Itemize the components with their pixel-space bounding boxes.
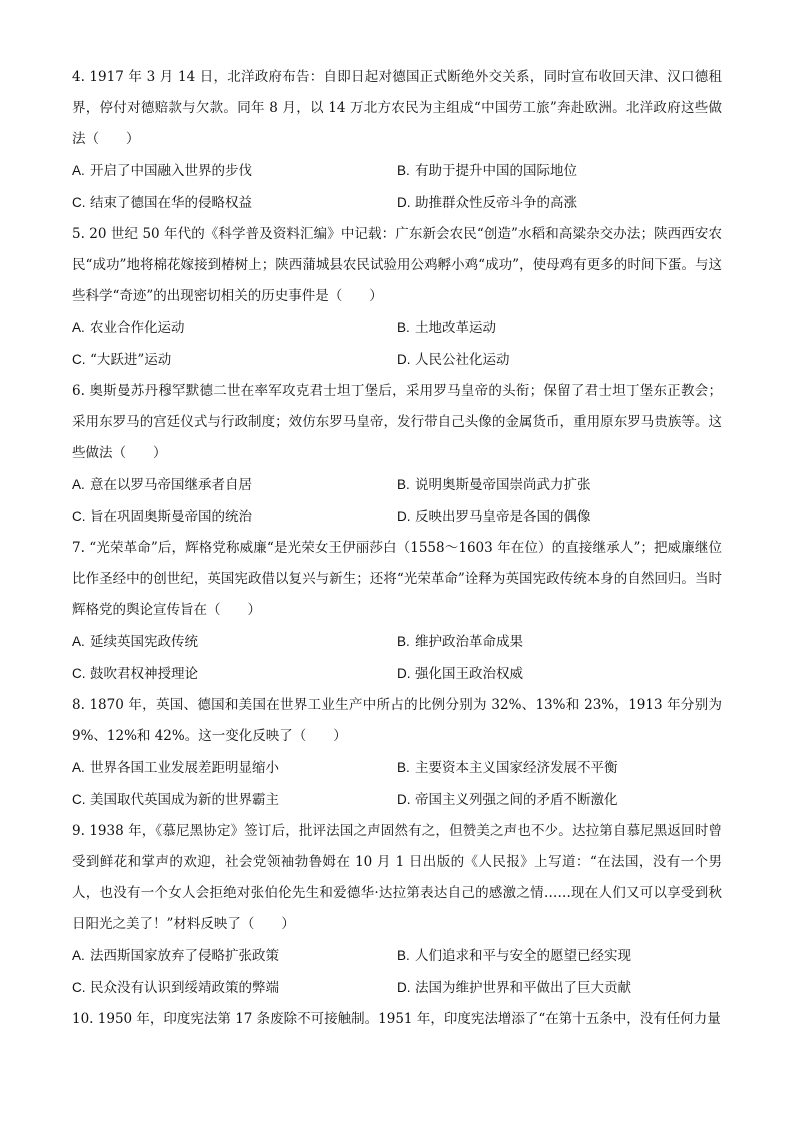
option-label: B. [397,760,410,775]
option-label: B. [397,320,410,335]
option-text: 延续英国宪政传统 [90,634,198,650]
option-label: D. [397,666,411,681]
option-text: 强化国王政治权威 [415,666,523,682]
option-text: “大跃进”运动 [90,352,172,368]
option-c[interactable] [72,501,397,533]
option-c[interactable] [72,784,397,816]
option-a[interactable] [72,626,397,658]
option-a[interactable] [72,312,397,344]
option-d[interactable] [397,784,722,816]
options-grid [72,312,722,376]
options-grid [72,752,722,816]
option-label: D. [397,352,411,367]
option-a[interactable] [72,752,397,784]
option-d[interactable] [397,501,722,533]
question-stem: 5. 20 世纪 50 年代的《科学普及资料汇编》中记载：广东新会农民“创造”水稻和高粱杂交办法；陕西西安农民“成功”地将棉花嫁接到椿树上；陕西蒲城县农民试验用公鸡孵小鸡“成功”，使母鸡有更多的时间下蛋。与这些科学“奇迹”的出现密切相关的历史事件是（ ） [72,226,722,304]
option-d[interactable] [397,344,722,376]
question-7 [72,533,722,690]
option-text: 世界各国工业发展差距明显缩小 [90,760,279,776]
option-c[interactable] [72,187,397,219]
option-label: D. [397,195,411,210]
option-text: 帝国主义列强之间的矛盾不断激化 [415,792,618,808]
options-grid [72,626,722,690]
option-b[interactable] [397,940,722,972]
options-grid [72,469,722,533]
option-label: C. [72,509,86,524]
option-label: A. [72,163,85,178]
option-text: 人们追求和平与安全的愿望已经实现 [415,948,631,964]
option-b[interactable] [397,469,722,501]
option-label: B. [397,477,410,492]
option-d[interactable] [397,658,722,690]
option-label: D. [397,509,411,524]
option-text: 鼓吹君权神授理论 [90,666,198,682]
option-label: C. [72,980,86,995]
question-stem: 7. “光荣革命”后，辉格党称威廉“是光荣女王伊丽莎白（1558～1603 年在位）的直接继承人”；把威廉继位比作圣经中的创世纪，英国宪政借以复兴与新生；还将“光荣革命”诠释为英国宪政传统本身的自然回归。当时辉格党的舆论宣传旨在（ ） [72,540,722,618]
option-text: 维护政治革命成果 [415,634,523,650]
option-a[interactable] [72,469,397,501]
option-text: 农业合作化运动 [90,320,185,336]
option-text: 美国取代英国成为新的世界霸主 [90,792,279,808]
option-c[interactable] [72,658,397,690]
option-label: D. [397,792,411,807]
option-label: B. [397,163,410,178]
option-label: A. [72,477,85,492]
option-text: 法西斯国家放弃了侵略扩张政策 [90,948,279,964]
option-a[interactable] [72,155,397,187]
option-text: 开启了中国融入世界的步伐 [90,163,252,179]
option-text: 主要资本主义国家经济发展不平衡 [415,760,618,776]
options-grid [72,940,722,1004]
option-text: 意在以罗马帝国继承者自居 [90,477,252,493]
option-text: 助推群众性反帝斗争的高涨 [415,195,577,211]
option-label: B. [397,634,410,649]
question-6 [72,376,722,533]
option-text: 旨在巩固奥斯曼帝国的统治 [90,509,252,525]
option-text: 有助于提升中国的国际地位 [415,163,577,179]
option-b[interactable] [397,312,722,344]
question-stem: 8. 1870 年，英国、德国和美国在世界工业生产中所占的比例分别为 32%、13%和 23%，1913 年分别为 9%、12%和 42%。这一变化反映了（ ） [72,697,722,744]
option-text: 反映出罗马皇帝是各国的偶像 [415,509,591,525]
option-c[interactable] [72,344,397,376]
option-text: 结束了德国在华的侵略权益 [90,195,252,211]
option-label: A. [72,320,85,335]
option-label: C. [72,195,86,210]
option-b[interactable] [397,752,722,784]
question-5 [72,219,722,376]
option-b[interactable] [397,155,722,187]
option-d[interactable] [397,187,722,219]
question-8 [72,690,722,816]
question-9 [72,816,722,1004]
option-text: 民众没有认识到绥靖政策的弊端 [90,980,279,996]
option-d[interactable] [397,972,722,1004]
option-text: 土地改革运动 [415,320,496,336]
option-text: 说明奥斯曼帝国崇尚武力扩张 [415,477,591,493]
option-label: A. [72,760,85,775]
question-stem: 4. 1917 年 3 月 14 日，北洋政府布告：自即日起对德国正式断绝外交关系，同时宣布收回天津、汉口德租界，停付对德赔款与欠款。同年 8 月，以 14 万北方农民为主组成“中国劳工旅”奔赴欧洲。北洋政府这些做法（ ） [72,69,722,147]
question-stem: 9. 1938 年，《慕尼黑协定》签订后，批评法国之声固然有之，但赞美之声也不少。达拉第自慕尼黑返回时曾受到鲜花和掌声的欢迎，社会党领袖勃鲁姆在 10 月 1 日出版的《人民报》上写道：“在法国，没有一个男人，也没有一个女人会拒绝对张伯伦先生和爱德华·达拉第表达自己的感激之情……现在人们又可以享受到秋日阳光之美了！”材料反映了（ ） [72,823,722,932]
question-stem: 10. 1950 年，印度宪法第 17 条废除不可接触制。1951 年，印度宪法增添了“在第十五条中，没有任何力量 [72,1011,721,1027]
option-label: D. [397,980,411,995]
option-label: B. [397,948,410,963]
option-label: C. [72,352,86,367]
option-text: 人民公社化运动 [415,352,510,368]
options-grid [72,155,722,219]
option-label: C. [72,666,86,681]
exam-page [72,62,722,1035]
option-label: C. [72,792,86,807]
question-4 [72,62,722,219]
option-text: 法国为维护世界和平做出了巨大贡献 [415,980,631,996]
question-stem: 6. 奥斯曼苏丹穆罕默德二世在率军攻克君士坦丁堡后，采用罗马皇帝的头衔；保留了君士坦丁堡东正教会；采用东罗马的宫廷仪式与行政制度；效仿东罗马皇帝，发行带自己头像的金属货币，重用原东罗马贵族等。这些做法（ ） [72,383,722,461]
option-b[interactable] [397,626,722,658]
option-a[interactable] [72,940,397,972]
question-10 [72,1004,722,1035]
option-label: A. [72,948,85,963]
option-label: A. [72,634,85,649]
option-c[interactable] [72,972,397,1004]
